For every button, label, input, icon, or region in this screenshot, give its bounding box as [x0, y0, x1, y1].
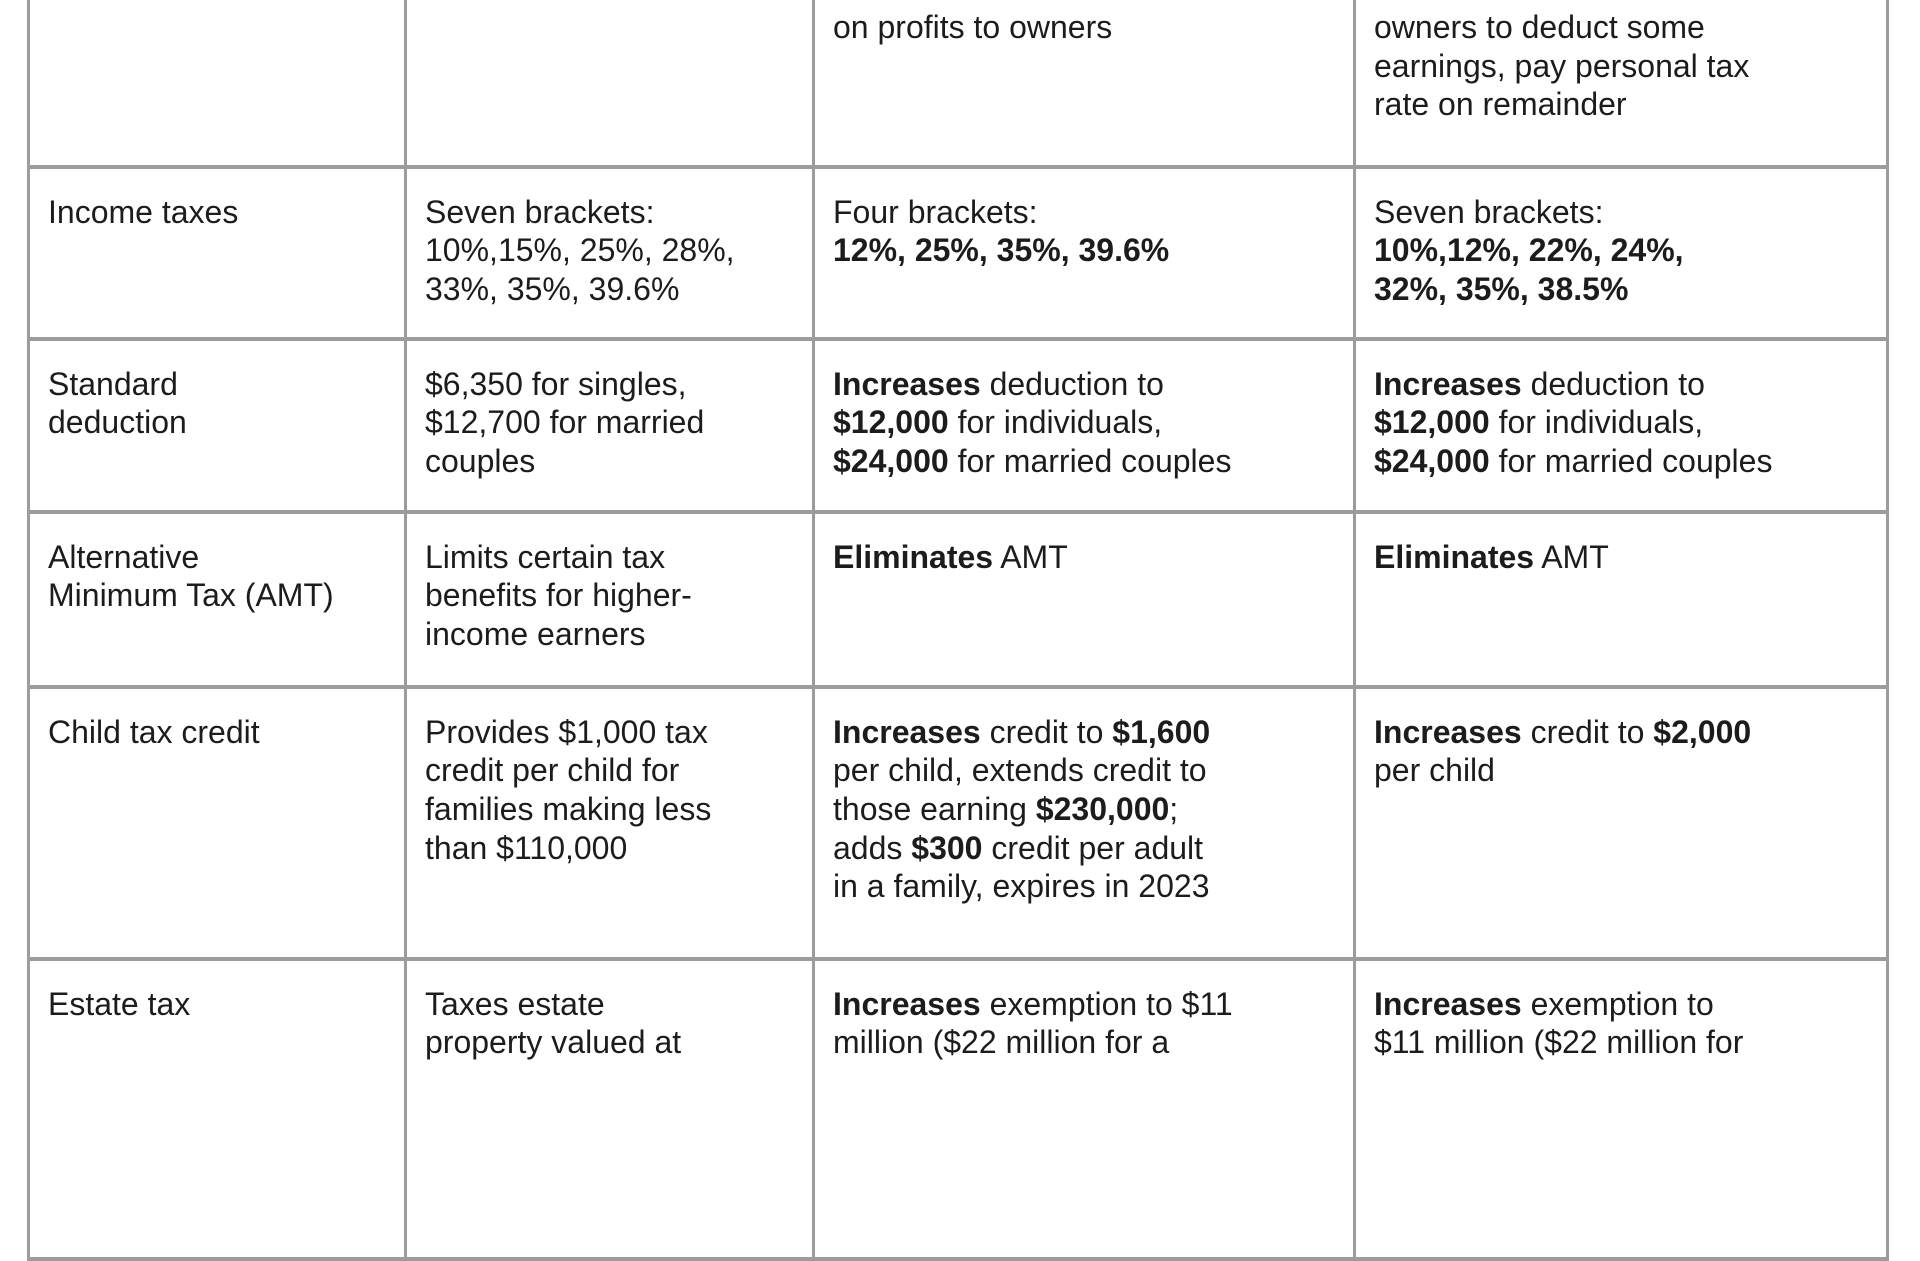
- cell-line: [833, 790, 1343, 829]
- text-run: Income taxes: [48, 193, 239, 230]
- text-run: $24,000: [833, 442, 949, 479]
- text-run: than $110,000: [425, 829, 628, 866]
- text-run: Seven brackets:: [425, 193, 655, 230]
- cell-line: [425, 985, 802, 1024]
- text-run: AMT: [1534, 538, 1609, 575]
- cell-line: [425, 615, 802, 654]
- cell-line: [425, 403, 802, 442]
- text-run: property valued at: [425, 1024, 682, 1061]
- text-run: earnings, pay personal tax: [1374, 47, 1750, 84]
- text-run: deduction to: [1521, 365, 1705, 402]
- text-run: Provides $1,000 tax: [425, 713, 708, 750]
- text-run: Increases: [833, 985, 981, 1022]
- table-cell: [406, 959, 814, 1259]
- cell-line: [833, 1023, 1343, 1062]
- text-run: Taxes estate: [425, 985, 605, 1022]
- text-run: $1,600: [1112, 713, 1211, 750]
- text-run: per child, extends credit to: [833, 752, 1207, 789]
- text-run: Increases: [1374, 713, 1522, 750]
- text-run: $2,000: [1653, 713, 1752, 750]
- text-run: $300: [911, 829, 983, 866]
- table-cell: [406, 167, 814, 339]
- text-run: Minimum Tax (AMT): [48, 577, 334, 614]
- cell-line: [1374, 1023, 1876, 1062]
- table-cell: [814, 167, 1355, 339]
- cell-line: [833, 538, 1343, 577]
- cell-line: [48, 193, 394, 232]
- text-run: 10%,15%, 25%, 28%,: [425, 232, 735, 269]
- table-cell: [29, 959, 406, 1259]
- table-cell: [814, 512, 1355, 687]
- text-run: in a family, expires in 2023: [833, 868, 1210, 905]
- cell-line: [1374, 47, 1876, 86]
- text-run: Increases: [833, 365, 981, 402]
- cell-line: [48, 985, 394, 1024]
- table-cell: [406, 339, 814, 512]
- cell-line: [48, 538, 394, 577]
- text-run: Increases: [1374, 985, 1522, 1022]
- text-run: owners to deduct some: [1374, 9, 1705, 45]
- text-run: Alternative: [48, 538, 200, 575]
- cell-line: [833, 985, 1343, 1024]
- text-run: credit per adult: [982, 829, 1204, 866]
- table-cell: [406, 0, 814, 167]
- table-row-partial-top: [29, 0, 1888, 167]
- text-run: deduction to: [980, 365, 1164, 402]
- text-run: per child: [1374, 752, 1495, 789]
- table-row-alternative-minimum-tax: [29, 512, 1888, 687]
- table-row-income-taxes: [29, 167, 1888, 339]
- table-cell: [406, 512, 814, 687]
- text-run: rate on remainder: [1374, 86, 1627, 123]
- text-run: for married couples: [948, 442, 1232, 479]
- text-run: $6,350 for singles,: [425, 365, 687, 402]
- cell-line: [48, 576, 394, 615]
- table-cell: [814, 339, 1355, 512]
- text-run: for individuals,: [948, 404, 1163, 441]
- cell-line: [425, 713, 802, 752]
- cell-line: [425, 790, 802, 829]
- text-run: 10%,12%, 22%, 24%,: [1374, 232, 1684, 269]
- cell-line: [833, 193, 1343, 232]
- cell-line: [1374, 985, 1876, 1024]
- cell-line: [1374, 231, 1876, 270]
- cell-line: [833, 751, 1343, 790]
- cell-line: [833, 8, 1343, 47]
- text-run: ;: [1169, 790, 1179, 827]
- text-run: Child tax credit: [48, 713, 260, 750]
- cell-line: [1374, 85, 1876, 124]
- text-run: credit per child for: [425, 752, 680, 789]
- cell-line: [1374, 365, 1876, 404]
- table-cell: [1355, 959, 1888, 1259]
- text-run: $12,000: [833, 404, 949, 441]
- cell-line: [833, 867, 1343, 906]
- text-run: $24,000: [1374, 442, 1490, 479]
- cell-line: [833, 442, 1343, 481]
- text-run: Increases: [833, 713, 981, 750]
- cell-line: [425, 751, 802, 790]
- cell-line: [425, 270, 802, 309]
- cell-line: [833, 713, 1343, 752]
- cell-line: [425, 576, 802, 615]
- table-row-estate-tax: [29, 959, 1888, 1259]
- text-run: on profits to owners: [833, 9, 1113, 45]
- cell-line: [425, 231, 802, 270]
- text-run: $230,000: [1035, 790, 1170, 827]
- text-run: Four brackets:: [833, 193, 1038, 230]
- table-row-standard-deduction: [29, 339, 1888, 512]
- cell-line: [1374, 193, 1876, 232]
- text-run: Estate tax: [48, 985, 191, 1022]
- text-run: 32%, 35%, 38.5%: [1374, 270, 1629, 307]
- cell-line: [1374, 8, 1876, 47]
- text-run: 33%, 35%, 39.6%: [425, 270, 680, 307]
- text-run: for married couples: [1489, 442, 1773, 479]
- text-run: million ($22 million for a: [833, 1024, 1170, 1061]
- cell-line: [1374, 538, 1876, 577]
- table-cell: [29, 339, 406, 512]
- cell-line: [48, 713, 394, 752]
- cell-line: [425, 193, 802, 232]
- text-run: exemption to $11: [980, 985, 1233, 1022]
- cell-line: [1374, 403, 1876, 442]
- table-row-child-tax-credit: [29, 687, 1888, 959]
- tax-plan-comparison-table: [27, 0, 1889, 1261]
- cell-line: [833, 365, 1343, 404]
- table-cell: [1355, 0, 1888, 167]
- cell-line: [425, 365, 802, 404]
- text-run: Limits certain tax: [425, 538, 666, 575]
- cell-line: [425, 829, 802, 868]
- text-run: $11 million ($22 million for: [1374, 1024, 1744, 1061]
- text-run: couples: [425, 442, 536, 479]
- text-run: 12%, 25%, 35%, 39.6%: [833, 232, 1170, 269]
- text-run: credit to: [980, 713, 1113, 750]
- table-cell: [1355, 339, 1888, 512]
- cell-line: [1374, 270, 1876, 309]
- cell-line: [833, 403, 1343, 442]
- text-run: deduction: [48, 404, 187, 441]
- text-run: for individuals,: [1489, 404, 1704, 441]
- text-run: $12,000: [1374, 404, 1490, 441]
- text-run: adds: [833, 829, 912, 866]
- table-cell: [814, 687, 1355, 959]
- text-run: Seven brackets:: [1374, 193, 1604, 230]
- text-run: Eliminates: [1374, 538, 1535, 575]
- text-run: families making less: [425, 790, 712, 827]
- text-run: income earners: [425, 615, 646, 652]
- table-cell: [814, 0, 1355, 167]
- cell-line: [833, 231, 1343, 270]
- text-run: Standard: [48, 365, 178, 402]
- text-run: Eliminates: [833, 538, 994, 575]
- text-run: Increases: [1374, 365, 1522, 402]
- cell-line: [425, 538, 802, 577]
- table-cell: [814, 959, 1355, 1259]
- text-run: credit to: [1521, 713, 1654, 750]
- table-cell: [1355, 512, 1888, 687]
- table-cell: [406, 687, 814, 959]
- table-body: [29, 0, 1888, 1259]
- cell-line: [48, 365, 394, 404]
- text-run: $12,700 for married: [425, 404, 705, 441]
- text-run: benefits for higher-: [425, 577, 692, 614]
- text-run: those earning: [833, 790, 1036, 827]
- cell-line: [1374, 751, 1876, 790]
- cell-line: [425, 1023, 802, 1062]
- cell-line: [48, 403, 394, 442]
- cell-line: [1374, 442, 1876, 481]
- table-cell: [1355, 687, 1888, 959]
- table-cell: [29, 0, 406, 167]
- table-viewport: [27, 0, 1889, 1261]
- text-run: exemption to: [1521, 985, 1714, 1022]
- table-cell: [1355, 167, 1888, 339]
- cell-line: [1374, 713, 1876, 752]
- cell-line: [425, 442, 802, 481]
- table-cell: [29, 687, 406, 959]
- table-cell: [29, 167, 406, 339]
- table-cell: [29, 512, 406, 687]
- text-run: AMT: [993, 538, 1068, 575]
- cell-line: [833, 829, 1343, 868]
